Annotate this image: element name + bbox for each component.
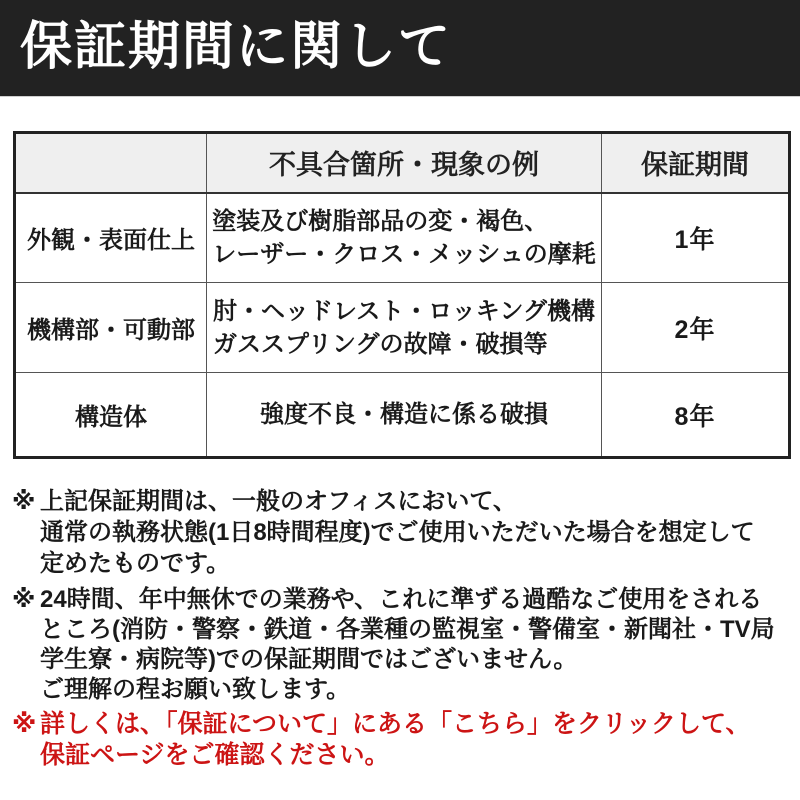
column-header-empty xyxy=(15,133,207,193)
defect-example-lines xyxy=(212,205,596,271)
table-row xyxy=(15,373,790,458)
note-heavy-use-exclusion xyxy=(12,585,790,705)
warranty-period-cell: 2年 xyxy=(602,283,790,373)
page-header-banner xyxy=(0,0,800,97)
note-marker: ※ xyxy=(12,586,36,613)
defect-example-line: 肘・ヘッドレスト・ロッキング機構 xyxy=(212,297,596,325)
column-header-warranty-period: 保証期間 xyxy=(602,133,790,193)
page-title: 保証期間に関して xyxy=(20,18,453,76)
defect-example-cell xyxy=(207,283,602,373)
warning-line: 詳しくは、「保証について」にある「こちら」をクリックして、 xyxy=(40,710,751,738)
note-marker: ※ xyxy=(12,488,36,515)
note-usage-assumption xyxy=(12,486,790,579)
defect-example-line: レーザー・クロス・メッシュの摩耗 xyxy=(212,240,596,268)
note-line: 24時間、年中無休での業務や、これに準ずる過酷なご使用をされる xyxy=(40,586,763,613)
note-line: 定めたものです。 xyxy=(40,550,231,577)
defect-example-line: 強度不良・構造に係る破損 xyxy=(260,401,548,428)
note-marker: ※ xyxy=(12,710,37,738)
warranty-table xyxy=(13,131,791,459)
note-line: ご理解の程お願い致します。 xyxy=(40,676,351,703)
part-name-cell: 外観・表面仕上 xyxy=(15,193,207,283)
warning-line: 保証ページをご確認ください。 xyxy=(40,741,390,769)
note-line: ところ(消防・警察・鉄道・各業種の監視室・警備室・新聞社・TV局 xyxy=(40,616,775,643)
defect-example-cell xyxy=(207,373,602,458)
table-row xyxy=(15,193,790,283)
defect-example-lines xyxy=(260,398,548,431)
note-line: 上記保証期間は、一般のオフィスにおいて、 xyxy=(40,488,517,515)
note-line: 学生寮・病院等)での保証期間ではございません。 xyxy=(40,646,578,673)
warranty-period-cell: 8年 xyxy=(602,373,790,458)
defect-example-line: 塗装及び樹脂部品の変・褐色、 xyxy=(212,207,549,235)
part-name-cell: 構造体 xyxy=(15,373,207,458)
note-warranty-link xyxy=(12,709,790,771)
note-line: 通常の執務状態(1日8時間程度)でご使用いただいた場合を想定して xyxy=(40,519,755,546)
warranty-period-cell: 1年 xyxy=(602,193,790,283)
column-header-defect-examples: 不具合箇所・現象の例 xyxy=(207,133,602,193)
table-header-row xyxy=(15,133,790,193)
defect-example-lines xyxy=(213,295,595,361)
part-name-cell: 機構部・可動部 xyxy=(15,283,207,373)
defect-example-line: ガススプリングの故障・破損等 xyxy=(212,330,548,358)
defect-example-cell xyxy=(207,193,602,283)
table-row xyxy=(15,283,790,373)
